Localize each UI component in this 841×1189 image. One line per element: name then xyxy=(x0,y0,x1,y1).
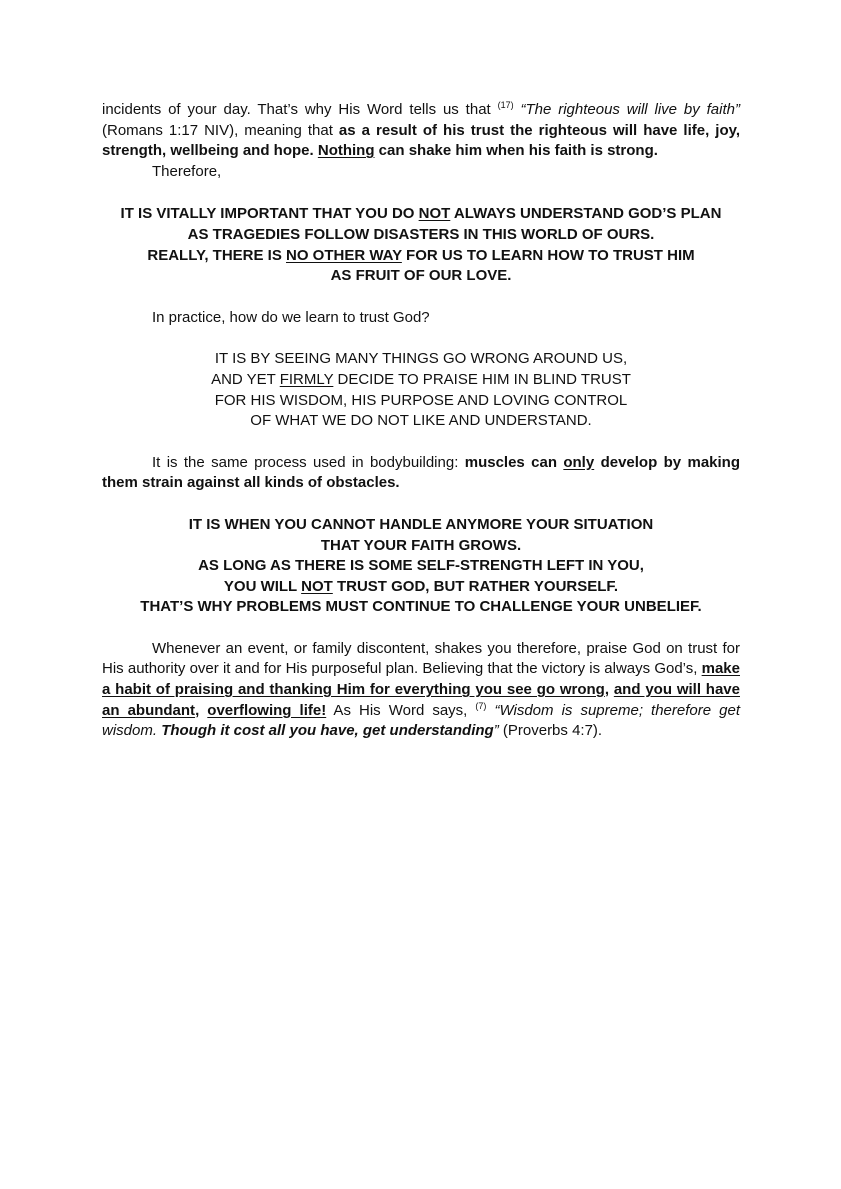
callout-line: IT IS VITALLY IMPORTANT THAT YOU DO NOT ALWAYS UNDERSTAND GOD’S PLAN xyxy=(120,205,722,223)
callout-line: AND YET FIRMLY DECIDE TO PRAISE HIM IN BLIND TRUST xyxy=(211,370,631,388)
callout-line: OF WHAT WE DO NOT LIKE AND UNDERSTAND. xyxy=(250,412,592,430)
emphasis-underlined: overflowing life! xyxy=(207,701,327,719)
callout-vitally-important xyxy=(102,204,740,286)
paragraph-praise-god: Whenever an event, or family discontent, shakes you therefore, praise God on trust for His authority over it and for His purposeful plan. Believing that the victory is always God’s, make a habit of praising and thanking Him for everything you see go wrong, and you will have an abundant, overflowing life! As His Word says, $^{(7)}$ “Wisdom is supreme; therefore get wisdom. Though it cost all you have, get understanding” (Proverbs 4:7). xyxy=(102,639,740,740)
document-page xyxy=(102,100,740,742)
emphasis-underlined: Nothing xyxy=(317,142,375,160)
emphasis: can shake him when his faith is strong. xyxy=(374,142,658,160)
underlined-word: NOT xyxy=(418,205,451,223)
paragraph-righteous-faith xyxy=(102,100,740,162)
emphasis-underlined: and you will have an abundant xyxy=(102,681,740,719)
emphasis: muscles can xyxy=(464,453,564,471)
footnote-ref: (17) xyxy=(497,100,514,110)
paragraph-bodybuilding: It is the same process used in bodybuilding: muscles can only develop by making them strain against all kinds of obstacles. xyxy=(102,453,740,492)
text: (Romans 1:17 NIV), meaning that xyxy=(102,121,339,139)
paragraph-question: In practice, how do we learn to trust God? xyxy=(152,308,430,326)
callout-line: THAT YOUR FAITH GROWS. xyxy=(320,536,522,554)
scripture-quote: “The righteous will live by faith” xyxy=(513,101,740,118)
callout-line: AS FRUIT OF OUR LOVE. xyxy=(330,267,512,285)
underlined-word: NOT xyxy=(301,577,333,595)
callout-seeing-things-go-wrong xyxy=(102,349,740,431)
callout-line: IT IS BY SEEING MANY THINGS GO WRONG AROUND US, xyxy=(214,350,628,368)
callout-line: FOR HIS WISDOM, HIS PURPOSE AND LOVING CONTROL xyxy=(214,391,628,409)
callout-line: AS LONG AS THERE IS SOME SELF-STRENGTH LEFT IN YOU, xyxy=(198,557,644,575)
callout-faith-grows xyxy=(102,515,740,618)
callout-line: AS TRAGEDIES FOLLOW DISASTERS IN THIS WORLD OF OURS. xyxy=(187,225,655,243)
emphasis: as a result of his trust the righteous will have life, joy, strength, wellbeing and hope. xyxy=(102,121,740,160)
emphasis: develop by making them strain against all kinds of obstacles. xyxy=(102,453,740,492)
callout-line: REALLY, THERE IS NO OTHER WAY FOR US TO LEARN HOW TO TRUST HIM xyxy=(147,246,695,264)
emphasis-underlined: make a habit of praising and thanking Him for everything you see go wrong xyxy=(102,660,740,699)
callout-line: THAT’S WHY PROBLEMS MUST CONTINUE TO CHALLENGE YOUR UNBELIEF. xyxy=(140,598,702,616)
callout-line: IT IS WHEN YOU CANNOT HANDLE ANYMORE YOUR SITUATION xyxy=(188,515,654,533)
scripture-quote: “Wisdom is supreme; therefore get wisdom. xyxy=(102,701,740,740)
emphasis-underlined: only xyxy=(563,453,595,471)
underlined-word: FIRMLY xyxy=(279,370,334,388)
scripture-quote-emphasis: Though it cost all you have, get understanding xyxy=(161,722,494,740)
paragraph-therefore: Therefore, xyxy=(152,162,222,180)
footnote-ref: (7) xyxy=(475,700,487,711)
text: incidents of your day. That’s why His Word tells us that xyxy=(102,101,498,118)
underlined-phrase: NO OTHER WAY xyxy=(286,246,402,264)
callout-line: YOU WILL NOT TRUST GOD, BUT RATHER YOURSELF. xyxy=(223,577,619,595)
